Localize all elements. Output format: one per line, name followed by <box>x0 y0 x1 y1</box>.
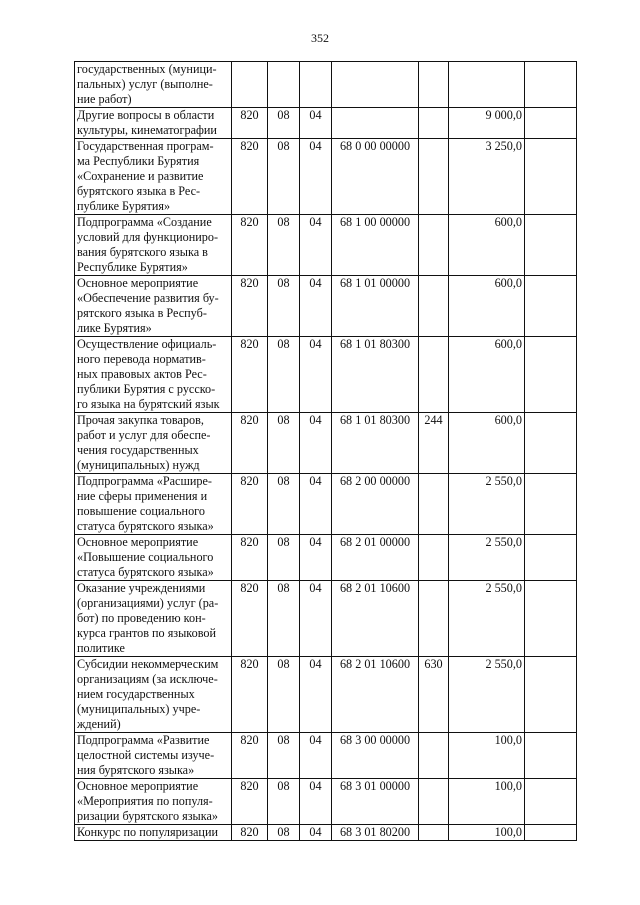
amount-cell: 100,0 <box>449 825 525 841</box>
ministry-code-cell: 820 <box>232 581 268 657</box>
amount-cell: 2 550,0 <box>449 535 525 581</box>
expense-type-cell <box>419 337 449 413</box>
table-row <box>75 474 577 535</box>
amount-extra-cell <box>525 535 577 581</box>
amount-cell: 600,0 <box>449 276 525 337</box>
table-row <box>75 733 577 779</box>
section-code-cell: 08 <box>268 337 300 413</box>
target-article-cell <box>332 108 419 139</box>
amount-extra-cell <box>525 474 577 535</box>
ministry-code-cell: 820 <box>232 108 268 139</box>
ministry-code-cell: 820 <box>232 413 268 474</box>
amount-extra-cell <box>525 825 577 841</box>
expense-type-cell <box>419 276 449 337</box>
table-body <box>75 62 577 841</box>
section-code-cell <box>268 62 300 108</box>
row-name-cell: Государственная програм- ма Республики Бурятия «Сохранение и развитие бурятского языка в Рес- публике Бурятия» <box>75 139 232 215</box>
target-article-cell: 68 2 01 10600 <box>332 581 419 657</box>
amount-cell: 600,0 <box>449 413 525 474</box>
subsection-code-cell: 04 <box>300 779 332 825</box>
table-row <box>75 62 577 108</box>
table-row <box>75 108 577 139</box>
amount-extra-cell <box>525 581 577 657</box>
amount-cell: 100,0 <box>449 779 525 825</box>
target-article-cell: 68 3 00 00000 <box>332 733 419 779</box>
ministry-code-cell: 820 <box>232 276 268 337</box>
target-article-cell: 68 1 01 00000 <box>332 276 419 337</box>
ministry-code-cell: 820 <box>232 733 268 779</box>
ministry-code-cell: 820 <box>232 215 268 276</box>
expense-type-cell <box>419 733 449 779</box>
table-row <box>75 215 577 276</box>
row-name-cell: Основное мероприятие «Обеспечение развития бу- рятского языка в Респуб- лике Бурятия» <box>75 276 232 337</box>
subsection-code-cell: 04 <box>300 215 332 276</box>
row-name-cell: государственных (муници- пальных) услуг (выполне- ние работ) <box>75 62 232 108</box>
row-name-cell: Основное мероприятие «Повышение социального статуса бурятского языка» <box>75 535 232 581</box>
ministry-code-cell: 820 <box>232 657 268 733</box>
ministry-code-cell: 820 <box>232 139 268 215</box>
row-name-cell: Другие вопросы в области культуры, кинематографии <box>75 108 232 139</box>
row-name-cell: Прочая закупка товаров, работ и услуг для обеспе- чения государственных (муниципальных) нужд <box>75 413 232 474</box>
section-code-cell: 08 <box>268 581 300 657</box>
row-name-cell: Субсидии некоммерческим организациям (за исключе- нием государственных (муниципальных) учре- ждений) <box>75 657 232 733</box>
amount-cell: 600,0 <box>449 337 525 413</box>
amount-extra-cell <box>525 657 577 733</box>
section-code-cell: 08 <box>268 139 300 215</box>
table-row <box>75 657 577 733</box>
expense-type-cell <box>419 215 449 276</box>
subsection-code-cell: 04 <box>300 825 332 841</box>
table-row <box>75 413 577 474</box>
ministry-code-cell: 820 <box>232 779 268 825</box>
amount-extra-cell <box>525 733 577 779</box>
row-name-cell: Осуществление официаль- ного перевода норматив- ных правовых актов Рес- публики Бурятия с русско- го языка на бурятский язык <box>75 337 232 413</box>
expense-type-cell <box>419 779 449 825</box>
row-name-cell: Подпрограмма «Создание условий для функциониро- вания бурятского языка в Республике Бурятия» <box>75 215 232 276</box>
amount-extra-cell <box>525 276 577 337</box>
section-code-cell: 08 <box>268 215 300 276</box>
target-article-cell <box>332 62 419 108</box>
target-article-cell: 68 2 01 00000 <box>332 535 419 581</box>
row-name-cell: Оказание учреждениями (организациями) услуг (ра- бот) по проведению кон- курса грантов по языковой политике <box>75 581 232 657</box>
table-row <box>75 779 577 825</box>
amount-extra-cell <box>525 337 577 413</box>
expense-type-cell <box>419 825 449 841</box>
row-name-cell: Подпрограмма «Развитие целостной системы изуче- ния бурятского языка» <box>75 733 232 779</box>
row-name-cell: Конкурс по популяризации <box>75 825 232 841</box>
target-article-cell: 68 1 01 80300 <box>332 337 419 413</box>
section-code-cell: 08 <box>268 474 300 535</box>
expense-type-cell: 630 <box>419 657 449 733</box>
amount-extra-cell <box>525 413 577 474</box>
table-row <box>75 581 577 657</box>
section-code-cell: 08 <box>268 657 300 733</box>
budget-table <box>74 61 577 841</box>
expense-type-cell <box>419 535 449 581</box>
target-article-cell: 68 3 01 00000 <box>332 779 419 825</box>
subsection-code-cell: 04 <box>300 276 332 337</box>
amount-extra-cell <box>525 779 577 825</box>
section-code-cell: 08 <box>268 825 300 841</box>
subsection-code-cell: 04 <box>300 413 332 474</box>
expense-type-cell <box>419 62 449 108</box>
expense-type-cell <box>419 581 449 657</box>
section-code-cell: 08 <box>268 733 300 779</box>
ministry-code-cell: 820 <box>232 825 268 841</box>
amount-extra-cell <box>525 108 577 139</box>
subsection-code-cell: 04 <box>300 535 332 581</box>
expense-type-cell <box>419 108 449 139</box>
table-row <box>75 276 577 337</box>
amount-cell: 2 550,0 <box>449 657 525 733</box>
table-row <box>75 535 577 581</box>
section-code-cell: 08 <box>268 413 300 474</box>
table-row <box>75 825 577 841</box>
subsection-code-cell: 04 <box>300 733 332 779</box>
amount-cell: 600,0 <box>449 215 525 276</box>
amount-cell <box>449 62 525 108</box>
row-name-cell: Подпрограмма «Расшире- ние сферы применения и повышение социального статуса бурятского языка» <box>75 474 232 535</box>
section-code-cell: 08 <box>268 535 300 581</box>
subsection-code-cell: 04 <box>300 337 332 413</box>
amount-extra-cell <box>525 139 577 215</box>
target-article-cell: 68 2 00 00000 <box>332 474 419 535</box>
section-code-cell: 08 <box>268 276 300 337</box>
target-article-cell: 68 2 01 10600 <box>332 657 419 733</box>
ministry-code-cell <box>232 62 268 108</box>
expense-type-cell <box>419 139 449 215</box>
page-number: 352 <box>311 31 329 45</box>
subsection-code-cell: 04 <box>300 657 332 733</box>
ministry-code-cell: 820 <box>232 535 268 581</box>
amount-cell: 100,0 <box>449 733 525 779</box>
subsection-code-cell: 04 <box>300 581 332 657</box>
section-code-cell: 08 <box>268 779 300 825</box>
section-code-cell: 08 <box>268 108 300 139</box>
subsection-code-cell <box>300 62 332 108</box>
amount-extra-cell <box>525 215 577 276</box>
amount-cell: 2 550,0 <box>449 474 525 535</box>
row-name-cell: Основное мероприятие «Мероприятия по популя- ризации бурятского языка» <box>75 779 232 825</box>
expense-type-cell <box>419 474 449 535</box>
ministry-code-cell: 820 <box>232 474 268 535</box>
expense-type-cell: 244 <box>419 413 449 474</box>
subsection-code-cell: 04 <box>300 139 332 215</box>
subsection-code-cell: 04 <box>300 108 332 139</box>
target-article-cell: 68 1 01 80300 <box>332 413 419 474</box>
table-row <box>75 337 577 413</box>
target-article-cell: 68 3 01 80200 <box>332 825 419 841</box>
ministry-code-cell: 820 <box>232 337 268 413</box>
subsection-code-cell: 04 <box>300 474 332 535</box>
amount-extra-cell <box>525 62 577 108</box>
target-article-cell: 68 0 00 00000 <box>332 139 419 215</box>
table-row <box>75 139 577 215</box>
amount-cell: 2 550,0 <box>449 581 525 657</box>
amount-cell: 9 000,0 <box>449 108 525 139</box>
amount-cell: 3 250,0 <box>449 139 525 215</box>
target-article-cell: 68 1 00 00000 <box>332 215 419 276</box>
